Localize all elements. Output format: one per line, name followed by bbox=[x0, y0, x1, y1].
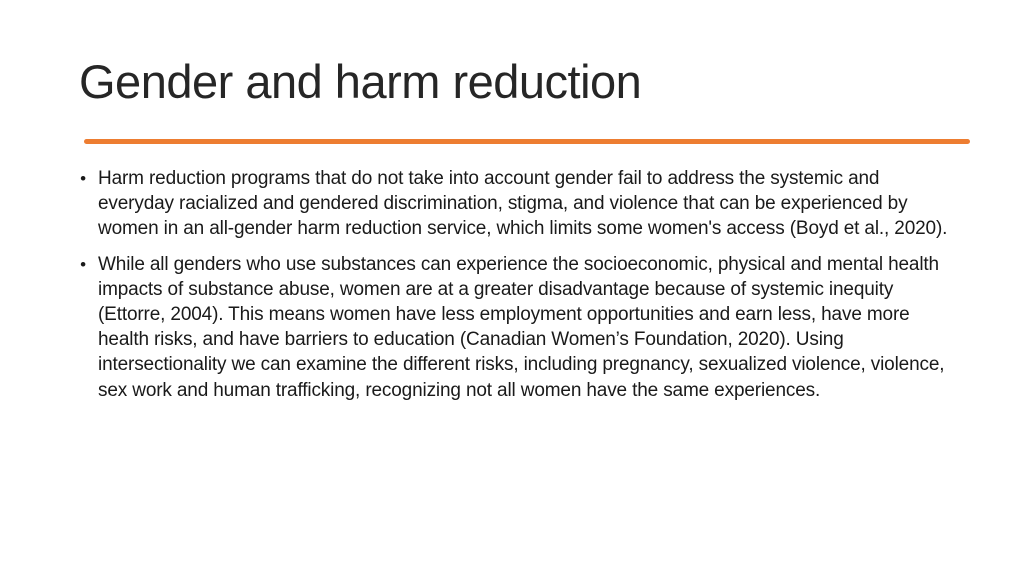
bullet-item bbox=[76, 166, 956, 242]
title-underline bbox=[84, 139, 970, 144]
bullet-text: While all genders who use substances can experience the socioeconomic, physical and mental health impacts of substance abuse, women are at a greater disadvantage because of systemic inequity (Ettorre, 2004). This means women have less employment opportunities and earn less, have more health risks, and have barriers to education (Canadian Women’s Foundation, 2020). Using intersectionality we can examine the different risks, including pregnancy, sexualized violence, violence, sex work and human trafficking, recognizing not all women have the same experiences. bbox=[98, 253, 945, 401]
bullet-list bbox=[76, 166, 956, 413]
bullet-icon: • bbox=[80, 169, 86, 188]
bullet-icon: • bbox=[80, 254, 86, 274]
bullet-item bbox=[76, 252, 956, 403]
bullet-text: Harm reduction programs that do not take into account gender fail to address the systemic and everyday racialized and gendered discrimination, stigma, and violence that can be experienced by women in an all-gender harm reduction service, which limits some women's access (Boyd et al., 2020). bbox=[98, 168, 948, 240]
slide-title: Gender and harm reduction bbox=[79, 55, 642, 108]
